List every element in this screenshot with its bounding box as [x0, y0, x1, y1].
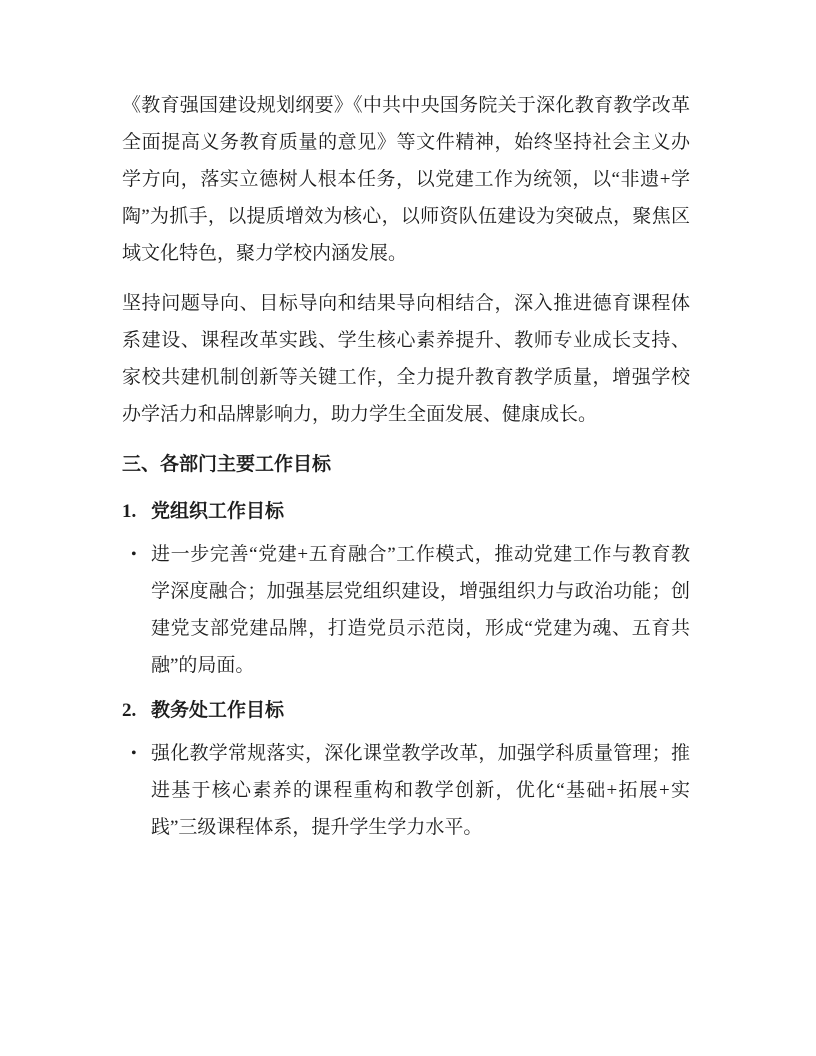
bullet-icon: • — [131, 745, 137, 762]
section-heading: 三、各部门主要工作目标 — [122, 454, 332, 475]
bullet-text: 进一步完善“党建+五育融合”工作模式，推动党建工作与教育教学深度融合；加强基层党组织建设，增强组织力与政治功能；创建党支部党建品牌，打造党员示范岗，形成“党建为魂、五育共融”的局面。 — [151, 544, 690, 676]
document-content — [122, 87, 690, 854]
numbered-heading-2 — [122, 692, 690, 729]
list-item — [122, 536, 690, 684]
bullet-list-2 — [122, 735, 690, 846]
heading-title: 教务处工作目标 — [151, 700, 285, 721]
numbered-heading-1 — [122, 493, 690, 530]
intro-paragraph-2: 坚持问题导向、目标导向和结果导向相结合，深入推进德育课程体系建设、课程改革实践、学生核心素养提升、教师专业成长支持、家校共建机制创新等关键工作，全力提升教育教学质量，增强学校办学活力和品牌影响力，助力学生全面发展、健康成长。 — [122, 293, 690, 425]
bullet-list-1 — [122, 536, 690, 684]
heading-title: 党组织工作目标 — [151, 501, 285, 522]
heading-number: 2. — [122, 700, 137, 721]
intro-paragraph-1: 《教育强国建设规划纲要》《中共中央国务院关于深化教育教学改革全面提高义务教育质量的意见》等文件精神，始终坚持社会主义办学方向，落实立德树人根本任务，以党建工作为统领，以“非遗+学陶”为抓手，以提质增效为核心，以师资队伍建设为突破点，聚焦区域文化特色，聚力学校内涵发展。 — [122, 95, 690, 264]
heading-number: 1. — [122, 501, 137, 522]
bullet-text: 强化教学常规落实，深化课堂教学改革，加强学科质量管理；推进基于核心素养的课程重构和教学创新，优化“基础+拓展+实践”三级课程体系，提升学生学力水平。 — [151, 743, 690, 838]
bullet-icon: • — [131, 546, 137, 563]
list-item — [122, 735, 690, 846]
